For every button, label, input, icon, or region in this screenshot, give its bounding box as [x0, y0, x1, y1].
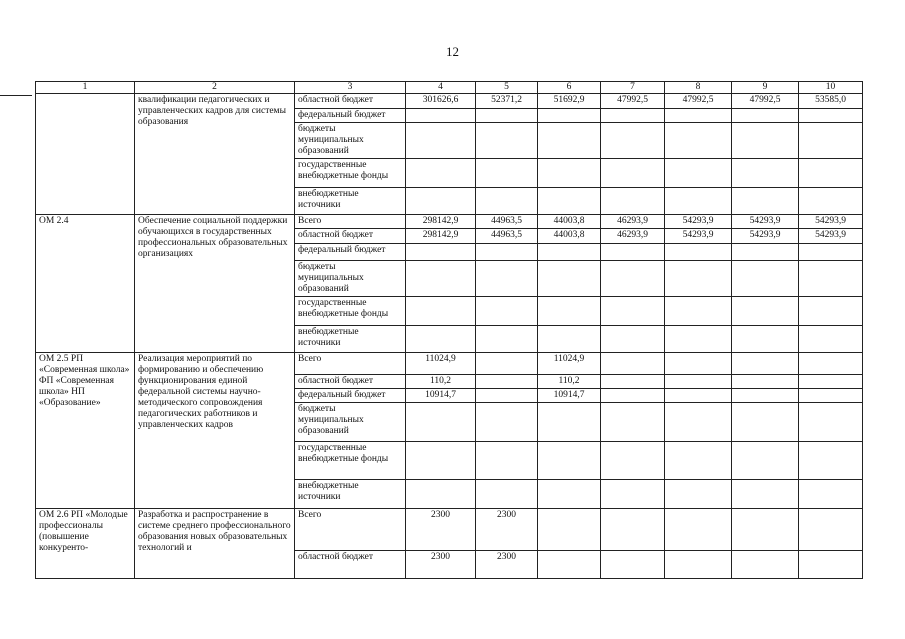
- amount-cell: [476, 403, 538, 442]
- amount-cell: [799, 244, 863, 261]
- amount-cell: [799, 403, 863, 442]
- amount-cell: [665, 551, 732, 579]
- measure-code: ОМ 2.5 РП «Современная школа» ФП «Современная школа» НП «Образование»: [36, 353, 135, 509]
- funding-source: внебюджетные источники: [295, 326, 406, 353]
- amount-cell: 53585,0: [799, 94, 863, 109]
- amount-cell: [799, 509, 863, 551]
- amount-cell: [732, 159, 799, 188]
- amount-cell: 298142,9: [406, 215, 476, 229]
- page-number: 12: [446, 44, 459, 59]
- amount-cell: 54293,9: [732, 215, 799, 229]
- amount-cell: 54293,9: [799, 215, 863, 229]
- amount-cell: [406, 244, 476, 261]
- amount-cell: [665, 244, 732, 261]
- amount-cell: [601, 353, 665, 375]
- amount-cell: 10914,7: [406, 389, 476, 403]
- amount-cell: [476, 188, 538, 215]
- amount-cell: 54293,9: [665, 229, 732, 244]
- funding-source: бюджеты муниципальных образований: [295, 403, 406, 442]
- amount-cell: [406, 297, 476, 326]
- amount-cell: [601, 442, 665, 480]
- margin-mark: [0, 95, 32, 96]
- amount-cell: [732, 326, 799, 353]
- amount-cell: [538, 123, 601, 159]
- funding-source: федеральный бюджет: [295, 109, 406, 123]
- amount-cell: [799, 326, 863, 353]
- amount-cell: [799, 261, 863, 297]
- amount-cell: [601, 389, 665, 403]
- amount-cell: [732, 244, 799, 261]
- amount-cell: [665, 326, 732, 353]
- amount-cell: [538, 403, 601, 442]
- amount-cell: [538, 326, 601, 353]
- amount-cell: [732, 297, 799, 326]
- amount-cell: 54293,9: [732, 229, 799, 244]
- amount-cell: [476, 159, 538, 188]
- amount-cell: 301626,6: [406, 94, 476, 109]
- amount-cell: [732, 123, 799, 159]
- amount-cell: 2300: [476, 551, 538, 579]
- amount-cell: [732, 353, 799, 375]
- amount-cell: [665, 109, 732, 123]
- amount-cell: [538, 297, 601, 326]
- column-header: 7: [601, 82, 665, 94]
- amount-cell: [799, 353, 863, 375]
- column-header: 10: [799, 82, 863, 94]
- amount-cell: 11024,9: [406, 353, 476, 375]
- funding-source: федеральный бюджет: [295, 244, 406, 261]
- amount-cell: [406, 442, 476, 480]
- column-header: 5: [476, 82, 538, 94]
- measure-name: Реализация мероприятий по формированию и обеспечению функционирования единой федеральной системы научно-методического сопровождения педагогических работников и управленческих кадров: [135, 353, 295, 509]
- amount-cell: [732, 442, 799, 480]
- amount-cell: [601, 509, 665, 551]
- amount-cell: 298142,9: [406, 229, 476, 244]
- amount-cell: [538, 442, 601, 480]
- amount-cell: [406, 109, 476, 123]
- amount-cell: [538, 261, 601, 297]
- column-header: 1: [36, 82, 135, 94]
- amount-cell: [601, 326, 665, 353]
- amount-cell: [665, 480, 732, 509]
- amount-cell: [538, 551, 601, 579]
- amount-cell: [665, 509, 732, 551]
- amount-cell: [665, 123, 732, 159]
- amount-cell: 44963,5: [476, 215, 538, 229]
- amount-cell: 47992,5: [601, 94, 665, 109]
- amount-cell: [538, 480, 601, 509]
- funding-source: внебюджетные источники: [295, 480, 406, 509]
- amount-cell: 47992,5: [665, 94, 732, 109]
- amount-cell: [538, 244, 601, 261]
- amount-cell: 2300: [406, 551, 476, 579]
- amount-cell: [476, 297, 538, 326]
- funding-source: государственные внебюджетные фонды: [295, 297, 406, 326]
- amount-cell: 54293,9: [799, 229, 863, 244]
- funding-source: государственные внебюджетные фонды: [295, 442, 406, 480]
- amount-cell: [799, 123, 863, 159]
- funding-source: бюджеты муниципальных образований: [295, 261, 406, 297]
- column-header: 8: [665, 82, 732, 94]
- amount-cell: [476, 375, 538, 389]
- table-row: [36, 509, 863, 551]
- amount-cell: [406, 326, 476, 353]
- amount-cell: [601, 261, 665, 297]
- amount-cell: [538, 188, 601, 215]
- amount-cell: 47992,5: [732, 94, 799, 109]
- amount-cell: [665, 159, 732, 188]
- amount-cell: [406, 403, 476, 442]
- amount-cell: [406, 261, 476, 297]
- table-row: [36, 94, 863, 109]
- amount-cell: [732, 389, 799, 403]
- table-row: [36, 215, 863, 229]
- amount-cell: 44003,8: [538, 229, 601, 244]
- amount-cell: [406, 480, 476, 509]
- amount-cell: [601, 123, 665, 159]
- amount-cell: [665, 297, 732, 326]
- amount-cell: [799, 109, 863, 123]
- amount-cell: 2300: [406, 509, 476, 551]
- amount-cell: [476, 389, 538, 403]
- amount-cell: [799, 480, 863, 509]
- amount-cell: [665, 389, 732, 403]
- funding-source: областной бюджет: [295, 551, 406, 579]
- amount-cell: [799, 159, 863, 188]
- amount-cell: 110,2: [538, 375, 601, 389]
- amount-cell: [665, 188, 732, 215]
- amount-cell: [406, 188, 476, 215]
- amount-cell: [732, 109, 799, 123]
- amount-cell: [476, 353, 538, 375]
- amount-cell: [601, 188, 665, 215]
- measure-code: ОМ 2.4: [36, 215, 135, 353]
- amount-cell: [476, 244, 538, 261]
- funding-source: Всего: [295, 215, 406, 229]
- amount-cell: [406, 159, 476, 188]
- amount-cell: [601, 375, 665, 389]
- amount-cell: [601, 297, 665, 326]
- amount-cell: 46293,9: [601, 215, 665, 229]
- funding-source: областной бюджет: [295, 229, 406, 244]
- amount-cell: [732, 403, 799, 442]
- funding-source: внебюджетные источники: [295, 188, 406, 215]
- amount-cell: 46293,9: [601, 229, 665, 244]
- header-row: [36, 82, 863, 94]
- amount-cell: [476, 480, 538, 509]
- amount-cell: [601, 244, 665, 261]
- budget-table: [35, 81, 863, 579]
- amount-cell: [601, 159, 665, 188]
- amount-cell: [601, 403, 665, 442]
- amount-cell: 44003,8: [538, 215, 601, 229]
- amount-cell: [799, 297, 863, 326]
- amount-cell: 2300: [476, 509, 538, 551]
- amount-cell: [665, 261, 732, 297]
- column-header: 2: [135, 82, 295, 94]
- measure-name: квалификации педагогических и управленческих кадров для системы образования: [135, 94, 295, 215]
- measure-code: [36, 94, 135, 215]
- amount-cell: [476, 109, 538, 123]
- amount-cell: [665, 353, 732, 375]
- funding-source: областной бюджет: [295, 94, 406, 109]
- amount-cell: 44963,5: [476, 229, 538, 244]
- amount-cell: [732, 375, 799, 389]
- measure-name: Обеспечение социальной поддержки обучающихся в государственных профессиональных образовательных организациях: [135, 215, 295, 353]
- amount-cell: [732, 188, 799, 215]
- column-header: 3: [295, 82, 406, 94]
- measure-code: ОМ 2.6 РП «Молодые профессионалы (повышение конкуренто-: [36, 509, 135, 579]
- amount-cell: [732, 551, 799, 579]
- table-row: [36, 353, 863, 375]
- funding-source: федеральный бюджет: [295, 389, 406, 403]
- amount-cell: [732, 261, 799, 297]
- column-header: 6: [538, 82, 601, 94]
- amount-cell: [538, 509, 601, 551]
- amount-cell: [665, 375, 732, 389]
- amount-cell: [538, 159, 601, 188]
- amount-cell: [476, 326, 538, 353]
- measure-name: Разработка и распространение в системе среднего профессионального образования новых образовательных технологий и: [135, 509, 295, 579]
- amount-cell: [799, 188, 863, 215]
- funding-source: государственные внебюджетные фонды: [295, 159, 406, 188]
- amount-cell: [406, 123, 476, 159]
- amount-cell: [799, 375, 863, 389]
- funding-source: областной бюджет: [295, 375, 406, 389]
- funding-source: бюджеты муниципальных образований: [295, 123, 406, 159]
- amount-cell: 110,2: [406, 375, 476, 389]
- amount-cell: 54293,9: [665, 215, 732, 229]
- amount-cell: [799, 389, 863, 403]
- amount-cell: 52371,2: [476, 94, 538, 109]
- amount-cell: [476, 442, 538, 480]
- amount-cell: [665, 442, 732, 480]
- amount-cell: [601, 551, 665, 579]
- amount-cell: [538, 109, 601, 123]
- amount-cell: [799, 551, 863, 579]
- funding-source: Всего: [295, 353, 406, 375]
- funding-source: Всего: [295, 509, 406, 551]
- column-header: 9: [732, 82, 799, 94]
- amount-cell: [476, 261, 538, 297]
- amount-cell: [732, 509, 799, 551]
- amount-cell: [665, 403, 732, 442]
- amount-cell: [476, 123, 538, 159]
- column-header: 4: [406, 82, 476, 94]
- amount-cell: [799, 442, 863, 480]
- amount-cell: [601, 109, 665, 123]
- amount-cell: 51692,9: [538, 94, 601, 109]
- amount-cell: [732, 480, 799, 509]
- amount-cell: [601, 480, 665, 509]
- amount-cell: 11024,9: [538, 353, 601, 375]
- amount-cell: 10914,7: [538, 389, 601, 403]
